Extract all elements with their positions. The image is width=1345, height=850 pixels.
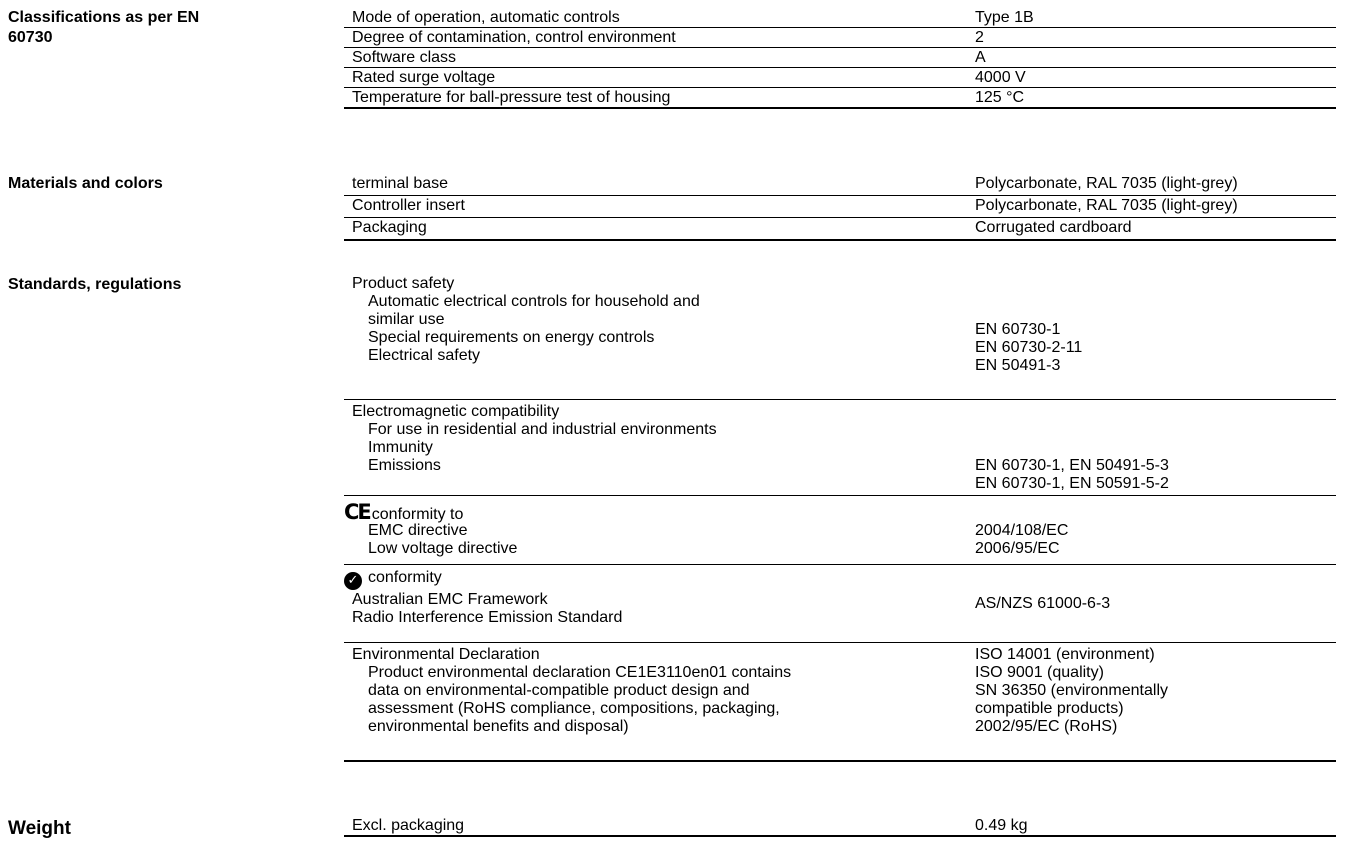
environmental-heading: Environmental Declaration (352, 646, 540, 663)
emc-block: Electromagnetic compatibility For use in residential and industrial environments Immunity Emissions EN 60730-1, EN 50491-5-3 EN 60730-1, EN 50591-5-2 (344, 400, 1336, 496)
table-row: Excl. packaging 0.49 kg (344, 816, 1336, 837)
materials-title: Materials and colors (8, 175, 163, 192)
ce-conformity-block: CE conformity to EMC directive Low voltage directive 2004/108/EC 2006/95/EC (344, 496, 1336, 565)
weight-title: Weight (8, 818, 71, 839)
table-row: Mode of operation, automatic controls Type 1B (344, 8, 1336, 28)
materials-table (344, 174, 1336, 241)
table-row: Rated surge voltage 4000 V (344, 68, 1336, 88)
standards-table (344, 275, 1336, 762)
table-row: terminal base Polycarbonate, RAL 7035 (light-grey) (344, 174, 1336, 196)
table-row: Controller insert Polycarbonate, RAL 7035 (light-grey) (344, 196, 1336, 218)
table-row: Software class A (344, 48, 1336, 68)
ce-mark-icon: CE (344, 500, 370, 524)
classifications-title: Classifications as per EN 60730 (8, 9, 200, 46)
weight-table (344, 816, 1336, 837)
table-row: Packaging Corrugated cardboard (344, 218, 1336, 241)
ctick-conformity-block: ✓ conformity Australian EMC Framework Radio Interference Emission Standard AS/NZS 61000-6-3 (344, 565, 1336, 643)
table-row: Degree of contamination, control environment 2 (344, 28, 1336, 48)
product-safety-heading: Product safety (352, 275, 455, 292)
environmental-block: Environmental Declaration Product environmental declaration CE1E3110en01 contains data on environmental-compatible product design and assessment (RoHS compliance, compositions, packaging, environmental benefits and disposal) ISO 14001 (environment) ISO 9001 (quality) SN 36350 (environmentally compatible products) 2002/95/EC (RoHS) (344, 643, 1336, 762)
product-safety-block: Product safety Automatic electrical controls for household and similar use Special requirements on energy controls Electrical safety EN 60730-1 EN 60730-2-11 EN 50491-3 (344, 275, 1336, 400)
standards-title: Standards, regulations (8, 276, 182, 293)
table-row: Temperature for ball-pressure test of housing 125 °C (344, 88, 1336, 109)
emc-heading: Electromagnetic compatibility (352, 403, 560, 420)
classifications-table (344, 8, 1336, 109)
c-tick-mark-icon: ✓ (344, 572, 362, 590)
